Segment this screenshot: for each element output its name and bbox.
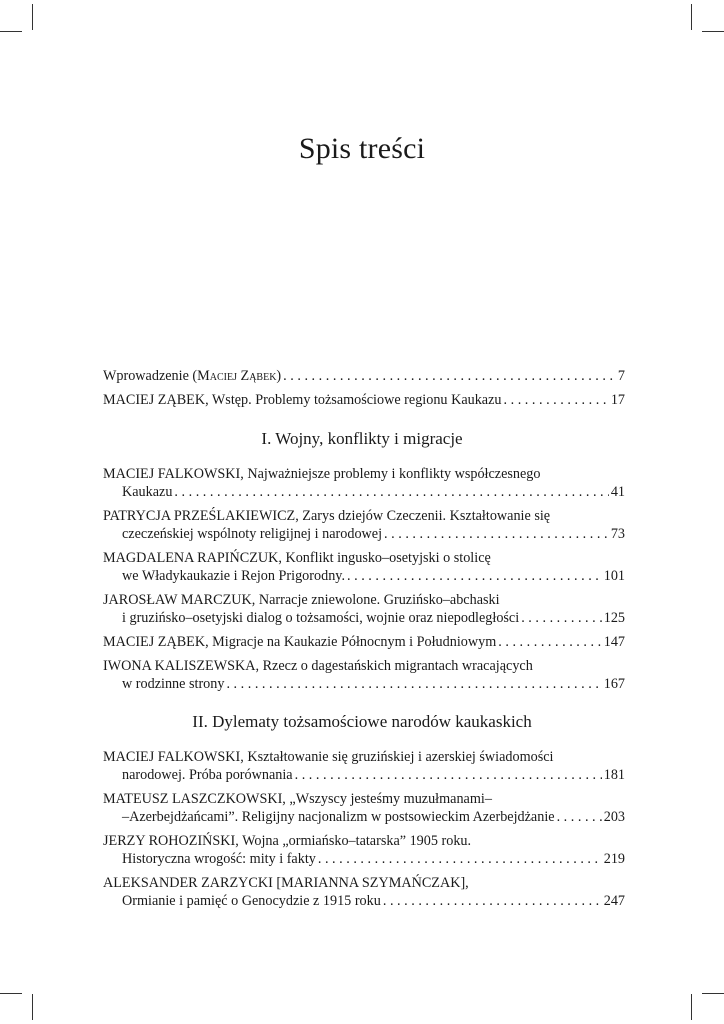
- toc-entry[interactable]: [103, 591, 625, 627]
- toc-section-2: [103, 748, 625, 910]
- leader-dots: [347, 567, 602, 585]
- entry-line: MAGDALENA RAPIŃCZUK, Konflikt ingusko–osetyjski o stolicę: [103, 550, 491, 566]
- entry-line: PATRYCJA PRZEŚLAKIEWICZ, Zarys dziejów Czeczenii. Kształtowanie się: [103, 508, 551, 524]
- entry-line: ALEKSANDER ZARZYCKI [MARIANNA SZYMAŃCZAK],: [103, 875, 469, 891]
- page-title: Spis treści: [298, 132, 426, 165]
- page-number: 181: [603, 767, 625, 783]
- page-number: 7: [617, 368, 625, 384]
- entry-line: JERZY ROHOZIŃSKI, Wojna „ormiańsko–tatarska” 1905 roku.: [103, 833, 472, 849]
- leader-dots: [384, 525, 609, 543]
- crop-mark: [0, 993, 22, 994]
- entry-line: w rodzinne strony: [122, 676, 225, 692]
- leader-dots: [174, 483, 608, 501]
- crop-mark: [691, 4, 692, 30]
- toc-entry[interactable]: [103, 633, 625, 651]
- entry-line: –Azerbejdżańcami”. Religijny nacjonalizm w postsowieckim Azerbejdżanie: [122, 809, 555, 825]
- page-number: 125: [603, 610, 625, 626]
- crop-mark: [702, 31, 724, 32]
- entry-text: MACIEJ ZĄBEK, Wstęp. Problemy tożsamościowe regionu Kaukazu: [103, 392, 502, 408]
- page-number: 101: [603, 568, 625, 584]
- page-number: 219: [603, 851, 625, 867]
- entry-line: MATEUSZ LASZCZKOWSKI, „Wszyscy jesteśmy muzułmanami–: [103, 791, 492, 807]
- leader-dots: [283, 367, 616, 385]
- entry-line: Kaukazu: [122, 484, 173, 500]
- entry-author: Maciej Ząbek: [197, 368, 277, 384]
- toc-entry[interactable]: [103, 391, 625, 409]
- page-number: 73: [610, 526, 625, 542]
- leader-dots: [521, 609, 602, 627]
- section-heading: I. Wojny, konflikty i migracje: [261, 429, 463, 448]
- entry-line: czeczeńskiej wspólnoty religijnej i narodowej: [122, 526, 383, 542]
- page-number: 17: [610, 392, 625, 408]
- entry-line: i gruzińsko–osetyjski dialog o tożsamości, wojnie oraz niepodległości: [122, 610, 520, 626]
- toc-intro: [103, 367, 625, 409]
- entry-line: JAROSŁAW MARCZUK, Narracje zniewolone. Gruzińsko–abchaski: [103, 592, 500, 608]
- entry-line: Historyczna wrogość: mity i fakty: [122, 851, 316, 867]
- page-number: 167: [603, 676, 625, 692]
- leader-dots: [226, 675, 601, 693]
- entry-text: ): [276, 368, 282, 384]
- entry-line: MACIEJ FALKOWSKI, Najważniejsze problemy i konflikty współczesnego: [103, 466, 541, 482]
- page-number: 247: [603, 893, 625, 909]
- entry-line: MACIEJ FALKOWSKI, Kształtowanie się gruzińskiej i azerskiej świadomości: [103, 749, 554, 765]
- entry-line: Ormianie i pamięć o Genocydzie z 1915 roku: [122, 893, 381, 909]
- leader-dots: [318, 850, 602, 868]
- toc-entry[interactable]: [103, 874, 625, 910]
- entry-line: we Władykaukazie i Rejon Prigorodny.: [122, 568, 346, 584]
- toc-section-1: [103, 465, 625, 693]
- crop-mark: [702, 993, 724, 994]
- entry-line: IWONA KALISZEWSKA, Rzecz o dagestańskich migrantach wracających: [103, 658, 533, 674]
- toc-entry[interactable]: [103, 790, 625, 826]
- toc-entry[interactable]: [103, 507, 625, 543]
- toc-entry[interactable]: [103, 832, 625, 868]
- section-heading: II. Dylematy tożsamościowe narodów kaukaskich: [192, 712, 532, 731]
- page-number: 41: [610, 484, 625, 500]
- crop-mark: [0, 31, 22, 32]
- page-number: 147: [603, 634, 625, 650]
- entry-text: Wprowadzenie (: [103, 368, 198, 384]
- toc-entry[interactable]: [103, 748, 625, 784]
- entry-line: MACIEJ ZĄBEK, Migracje na Kaukazie Północnym i Południowym: [103, 634, 497, 650]
- leader-dots: [295, 766, 602, 784]
- crop-mark: [691, 994, 692, 1020]
- crop-mark: [32, 4, 33, 30]
- toc-entry[interactable]: [103, 367, 625, 385]
- leader-dots: [557, 808, 602, 826]
- leader-dots: [383, 892, 602, 910]
- toc-entry[interactable]: [103, 465, 625, 501]
- leader-dots: [504, 391, 609, 409]
- leader-dots: [498, 633, 601, 651]
- toc-entry[interactable]: [103, 657, 625, 693]
- entry-line: narodowej. Próba porównania: [122, 767, 293, 783]
- page-number: 203: [603, 809, 625, 825]
- toc-entry[interactable]: [103, 549, 625, 585]
- crop-mark: [32, 994, 33, 1020]
